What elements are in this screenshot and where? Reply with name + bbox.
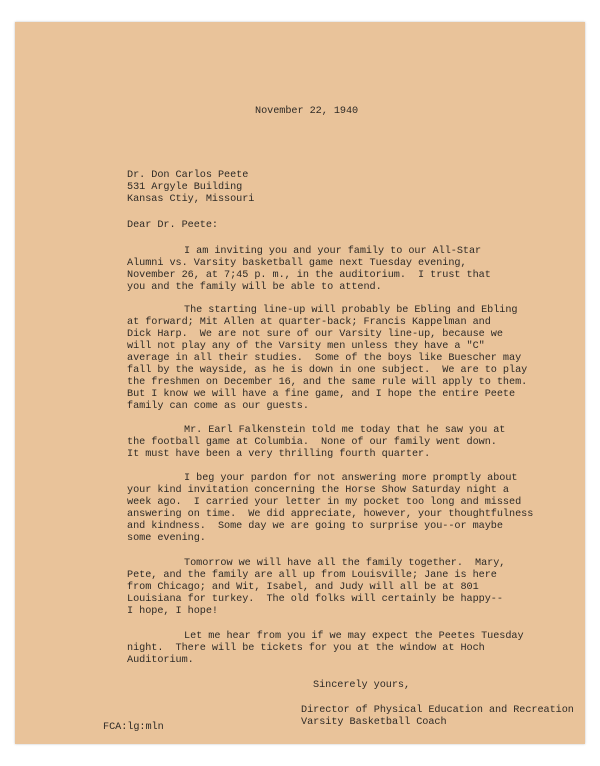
body-line: It must have been a very thrilling fourth quarter. — [127, 449, 431, 460]
body-line: I beg your pardon for not answering more promptly about — [184, 473, 518, 484]
body-line: I am inviting you and your family to our All-Star — [184, 246, 482, 257]
letter-page — [15, 22, 585, 744]
body-line: Alumni vs. Varsity basketball game next Tuesday evening, — [127, 258, 467, 269]
body-line: fall by the wayside, as he is down in one subject. We are to play — [127, 365, 528, 376]
body-line: Let me hear from you if we may expect the Peetes Tuesday — [184, 631, 524, 642]
body-line: will not play any of the Varsity men unless they have a "C" — [127, 341, 485, 352]
recipient-street: 531 Argyle Building — [127, 182, 243, 193]
signature-title-line: Varsity Basketball Coach — [301, 717, 447, 728]
body-line: you and the family will be able to attend. — [127, 282, 382, 293]
body-line: at forward; Mit Allen at quarter-back; Francis Kappelman and — [127, 317, 491, 328]
body-line: and kindness. Some day we are going to surprise you--or maybe — [127, 521, 503, 532]
body-line: Louisiana for turkey. The old folks will certainly be happy-- — [127, 594, 503, 605]
body-line: your kind invitation concerning the Horse Show Saturday night a — [127, 485, 510, 496]
salutation: Dear Dr. Peete: — [127, 220, 218, 231]
reference-initials: FCA:lg:mln — [103, 722, 164, 733]
letter-date: November 22, 1940 — [255, 106, 359, 117]
body-line: night. There will be tickets for you at the window at Hoch — [127, 643, 485, 654]
body-line: Auditorium. — [127, 655, 194, 666]
body-line: some evening. — [127, 533, 206, 544]
closing: Sincerely yours, — [313, 680, 411, 691]
body-line: November 26, at 7;45 p. m., in the auditorium. I trust that — [127, 270, 491, 281]
body-line: Mr. Earl Falkenstein told me today that he saw you at — [184, 425, 506, 436]
body-line: the freshmen on December 16, and the same rule will apply to them. — [127, 377, 528, 388]
body-line: Dick Harp. We are not sure of our Varsity line-up, because we — [127, 329, 503, 340]
body-line: The starting line-up will probably be Ebling and Ebling — [184, 305, 518, 316]
body-line: Pete, and the family are all up from Louisville; Jane is here — [127, 570, 497, 581]
body-line: the football game at Columbia. None of our family went down. — [127, 437, 497, 448]
signature-title-line: Director of Physical Education and Recreation — [301, 705, 574, 716]
body-line: But I know we will have a fine game, and I hope the entire Peete — [127, 389, 516, 400]
body-line: Tomorrow we will have all the family together. Mary, — [184, 558, 506, 569]
body-line: family can come as our guests. — [127, 401, 309, 412]
recipient-name: Dr. Don Carlos Peete — [127, 170, 249, 181]
body-line: from Chicago; and Wit, Isabel, and Judy will all be at 801 — [127, 582, 479, 593]
body-line: week ago. I carried your letter in my pocket too long and missed — [127, 497, 522, 508]
body-line: average in all their studies. Some of the boys like Buescher may — [127, 353, 522, 364]
body-line: answering on time. We did appreciate, however, your thoughtfulness — [127, 509, 534, 520]
body-line: I hope, I hope! — [127, 606, 218, 617]
recipient-city: Kansas Ctiy, Missouri — [127, 194, 255, 205]
